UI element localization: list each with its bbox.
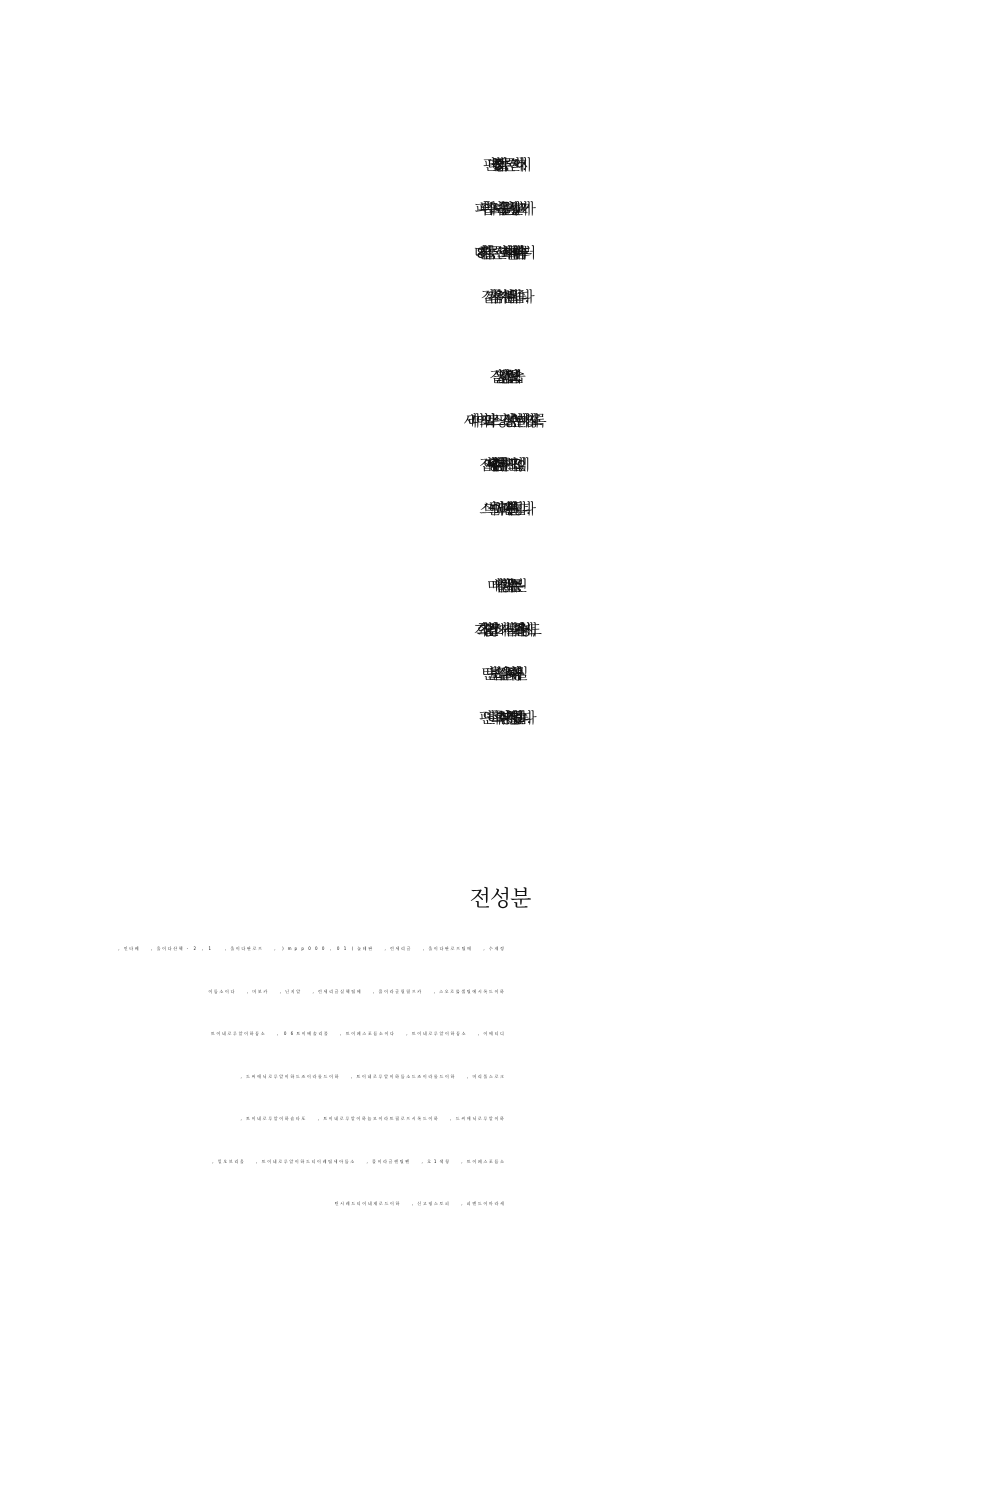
feature-heading: 메마른 일상을 채우는 수분 루틴: — [487, 579, 513, 595]
feature-text-line: 스며들어 매끄러운 피부 결을 완성합니다. — [479, 502, 521, 518]
feature-text-line: 피부에 흡수되어 보습을 돕는 판테놀 성분과 크기가 — [474, 202, 526, 218]
ingredients-line — [0, 971, 1000, 1014]
feature-text-line: 편안하고 촉촉한 피부 상태를 경험할 수 있습니다. — [478, 711, 522, 727]
feature-adhesion — [0, 356, 1000, 532]
feature-text-line: 잡아주어, 세안 후 당김이 심한 피부에도 끈적임 없이 — [479, 458, 521, 474]
ingredients-line — [0, 1183, 1000, 1226]
ingredients-line — [0, 928, 1000, 971]
feature-text-line: 세라마이드와 피토스핑고신 성분이 수분이 날아가지 않도록 — [463, 414, 537, 430]
ingredients-line — [0, 1013, 1000, 1056]
feature-synergy — [0, 144, 1000, 320]
ingredients-line — [0, 1098, 1000, 1141]
ingredients-section — [0, 884, 1000, 1226]
feature-heading: 판테놀과 8중 히알루론산의 시너지: — [482, 158, 518, 174]
feature-text-line: 겉까지 촘촘하게 수분을 채워줍니다. — [480, 290, 520, 306]
feature-text-line: 탄탄한 보습감을 유지해 주어 하루 종일 — [481, 667, 519, 683]
feature-text-line: 기초 화장이 금방 건조해지거나 들뜨기 쉬운 환경 속에서도, — [473, 623, 527, 639]
feature-heading: 겉돌지 않는 촘촘한 밀착 보습: — [489, 370, 511, 386]
feature-routine — [0, 565, 1000, 741]
ingredients-line — [0, 1141, 1000, 1184]
ingredients-title: 전성분 — [469, 887, 531, 912]
ingredients-line — [0, 1056, 1000, 1099]
feature-text-line: 다른 8가지 히알루론산이 조화를 이루어, 메마른 피부 속부터 — [473, 246, 527, 262]
